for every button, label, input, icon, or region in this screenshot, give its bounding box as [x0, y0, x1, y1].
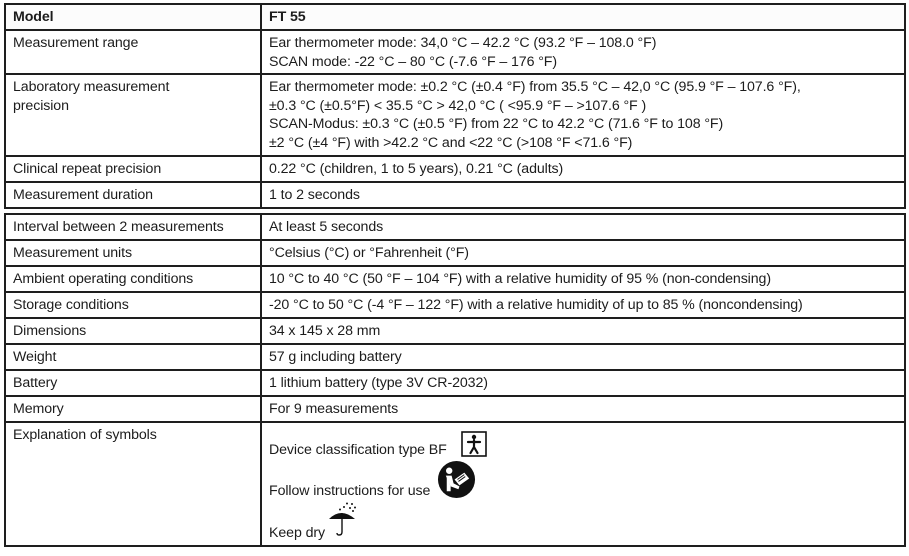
row-label: Interval between 2 measurements	[5, 214, 261, 240]
value-line: ±2 °C (±4 °F) with >42.2 °C and <22 °C (>108 °F <71.6 °F)	[269, 134, 633, 151]
row-value: 10 °C to 40 °C (50 °F – 104 °F) with a relative humidity of 95 % (non-condensing)	[261, 266, 905, 292]
row-value: 57 g including battery	[261, 344, 905, 370]
value-line: ±0.3 °C (±0.5°F) < 35.5 °C > 42,0 °C ( <95.9 °F – >107.6 °F )	[269, 97, 647, 114]
row-label: Battery	[5, 370, 261, 396]
table-row	[5, 266, 905, 292]
header-row	[5, 4, 905, 30]
row-value: 0.22 °C (children, 1 to 5 years), 0.21 °C (adults)	[261, 156, 905, 182]
row-value	[261, 30, 905, 74]
value-line: Ear thermometer mode: 34,0 °C – 42.2 °C (93.2 °F – 108.0 °F)	[269, 35, 657, 51]
table-row	[5, 74, 905, 156]
table-row	[5, 30, 905, 74]
table-row	[5, 422, 905, 546]
symbol-label: Follow instructions for use	[269, 483, 431, 499]
row-label: Clinical repeat precision	[5, 156, 261, 182]
row-value	[261, 74, 905, 156]
row-value: -20 °C to 50 °C (-4 °F – 122 °F) with a relative humidity of up to 85 % (noncondensing)	[261, 292, 905, 318]
table-row	[5, 240, 905, 266]
header-value: FT 55	[261, 4, 905, 30]
row-value: 1 lithium battery (type 3V CR-2032)	[261, 370, 905, 396]
row-label: Dimensions	[5, 318, 261, 344]
table-row	[5, 318, 905, 344]
row-value: 34 x 145 x 28 mm	[261, 318, 905, 344]
header-label: Model	[5, 4, 261, 30]
row-label: Memory	[5, 396, 261, 422]
row-label: Measurement duration	[5, 182, 261, 208]
row-label: Measurement range	[5, 30, 261, 74]
row-label: Explanation of symbols	[5, 422, 261, 546]
value-line: SCAN mode: -22 °C – 80 °C (-7.6 °F – 176 °F)	[269, 53, 557, 70]
row-value: At least 5 seconds	[261, 214, 905, 240]
table-row	[5, 292, 905, 318]
row-value: 1 to 2 seconds	[261, 182, 905, 208]
umbrella-rain-icon	[327, 501, 363, 537]
symbols-cell	[261, 422, 905, 546]
row-label: Measurement units	[5, 240, 261, 266]
row-label: Weight	[5, 344, 261, 370]
read-instructions-icon	[437, 460, 476, 499]
table-row	[5, 156, 905, 182]
label-line: precision	[13, 97, 69, 114]
spec-table-part-2	[4, 213, 906, 547]
row-value: °Celsius (°C) or °Fahrenheit (°F)	[261, 240, 905, 266]
value-line: Ear thermometer mode: ±0.2 °C (±0.4 °F) from 35.5 °C – 42,0 °C (95.9 °F – 107.6 °F),	[269, 79, 801, 96]
row-label: Ambient operating conditions	[5, 266, 261, 292]
row-value: For 9 measurements	[261, 396, 905, 422]
table-row	[5, 396, 905, 422]
table-row	[5, 214, 905, 240]
value-line: SCAN-Modus: ±0.3 °C (±0.5 °F) from 22 °C to 42.2 °C (71.6 °F to 108 °F)	[269, 116, 724, 133]
table-row	[5, 344, 905, 370]
table-row	[5, 370, 905, 396]
spec-table-part-1	[4, 3, 906, 209]
row-label	[5, 74, 261, 156]
row-label: Storage conditions	[5, 292, 261, 318]
symbol-label: Device classification type BF	[269, 442, 447, 458]
table-row	[5, 182, 905, 208]
symbol-label: Keep dry	[269, 525, 325, 541]
label-line: Laboratory measurement	[13, 79, 170, 96]
type-bf-person-icon	[461, 431, 487, 457]
